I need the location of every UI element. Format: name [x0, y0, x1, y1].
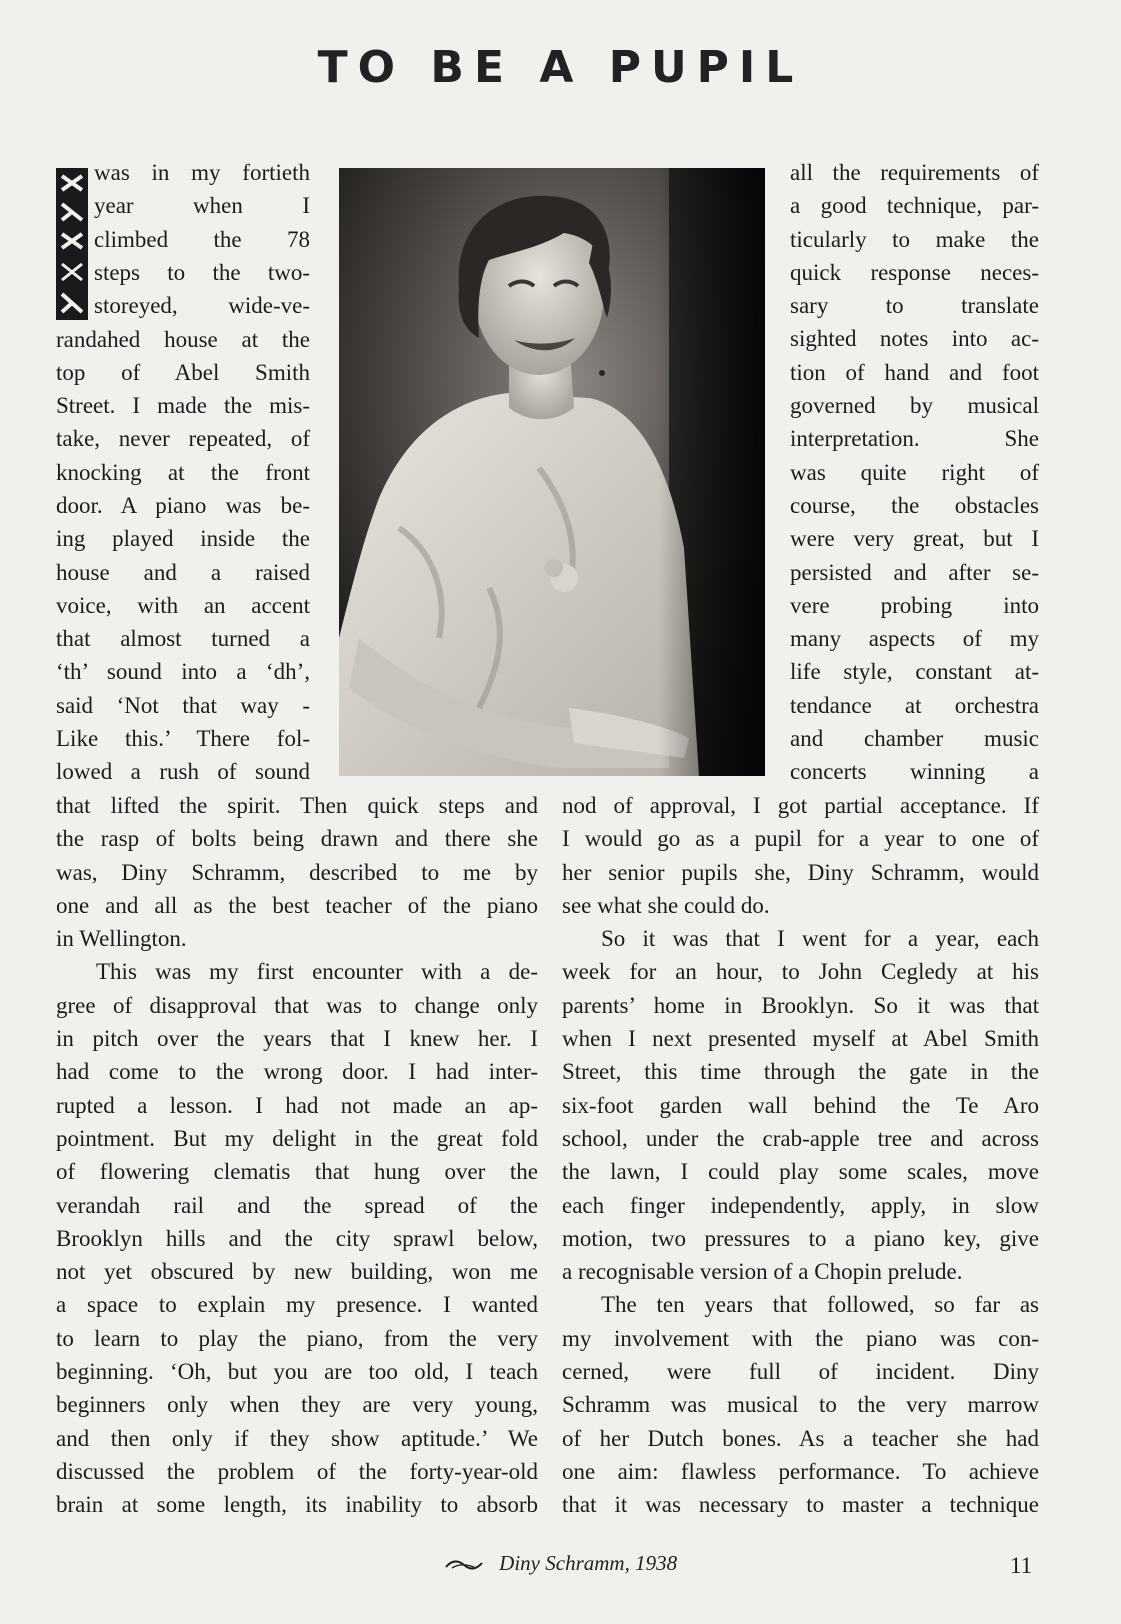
text-line: steps to the two-	[94, 259, 310, 285]
text-line: parents’ home in Brooklyn. So it was that	[562, 992, 1039, 1018]
text-line: interpretation. She	[790, 426, 1039, 452]
text-line: tendance at orchestra	[790, 692, 1039, 718]
text-line: in pitch over the years that I knew her. I	[56, 1026, 538, 1052]
text-line: The ten years that followed, so far as	[601, 1292, 1039, 1318]
page-title: TO BE A PUPIL	[317, 42, 804, 93]
text-line: nod of approval, I got partial acceptance. If	[562, 793, 1039, 818]
text-line: lowed a rush of sound	[56, 759, 310, 785]
text-line: her senior pupils she, Diny Schramm, would	[562, 859, 1039, 885]
text-line: motion, two pressures to a piano key, give	[562, 1225, 1039, 1251]
text-line: my involvement with the piano was con-	[562, 1325, 1039, 1351]
text-line: Street, this time through the gate in the	[562, 1059, 1039, 1085]
text-line: not yet obscured by new building, won me	[56, 1259, 538, 1285]
text-line: Street. I made the mis-	[56, 393, 310, 419]
text-line: of her Dutch bones. As a teacher she had	[562, 1425, 1039, 1451]
column-right-wide	[562, 789, 1039, 1522]
text-line: top of Abel Smith	[56, 359, 310, 385]
text-line: randahed house at the	[56, 326, 310, 352]
drop-cap-ornament	[56, 168, 88, 320]
text-line: house and a raised	[56, 559, 310, 585]
text-line: week for an hour, to John Cegledy at his	[562, 959, 1039, 985]
swash-ornament-icon	[444, 1551, 489, 1575]
text-line: rupted a lesson. I had not made an ap-	[56, 1092, 538, 1118]
text-line: school, under the crab-apple tree and across	[562, 1125, 1039, 1151]
caption-text: Diny Schramm, 1938	[499, 1551, 678, 1575]
text-line: brain at some length, its inability to absorb	[56, 1492, 538, 1518]
text-line: were very great, but I	[790, 526, 1039, 552]
text-line: life style, constant at-	[790, 659, 1039, 685]
text-line: was in my fortieth	[94, 160, 310, 185]
text-line: cerned, were full of incident. Diny	[562, 1359, 1039, 1385]
text-line: climbed the 78	[94, 226, 310, 252]
text-line: storeyed, wide-ve-	[94, 293, 310, 319]
text-line: said ‘Not that way -	[56, 692, 310, 718]
text-line: the lawn, I could play some scales, move	[562, 1159, 1039, 1185]
text-line: gree of disapproval that was to change only	[56, 992, 538, 1018]
text-line: when I next presented myself at Abel Smith	[562, 1026, 1039, 1052]
text-line: door. A piano was be-	[56, 492, 310, 518]
text-line: many aspects of my	[790, 626, 1039, 652]
text-line: governed by musical	[790, 393, 1039, 419]
text-line: one and all as the best teacher of the piano	[56, 892, 538, 918]
page-number: 11	[1010, 1553, 1033, 1578]
text-line: ing played inside the	[56, 526, 310, 552]
text-line: each finger independently, apply, in slow	[562, 1192, 1039, 1218]
text-line: see what she could do.	[562, 892, 770, 918]
text-line: verandah rail and the spread of the	[56, 1192, 538, 1218]
column-left-wide	[56, 789, 538, 1522]
text-line: take, never repeated, of	[56, 426, 310, 452]
text-line: persisted and after se-	[790, 559, 1039, 585]
text-line: pointment. But my delight in the great fold	[56, 1125, 538, 1151]
text-line: all the requirements of	[790, 160, 1039, 185]
text-line: vere probing into	[790, 592, 1039, 618]
text-line: that it was necessary to master a technique	[562, 1492, 1039, 1518]
text-line: beginning. ‘Oh, but you are too old, I teach	[56, 1359, 538, 1385]
text-line: tion of hand and foot	[790, 359, 1039, 385]
text-line: discussed the problem of the forty-year-old	[56, 1458, 538, 1484]
text-line: ticularly to make the	[790, 226, 1039, 252]
text-line: Schramm was musical to the very marrow	[562, 1392, 1039, 1418]
text-line: voice, with an accent	[56, 592, 310, 618]
text-line: was quite right of	[790, 459, 1039, 485]
text-line: knocking at the front	[56, 459, 310, 485]
text-line: Like this.’ There fol-	[56, 726, 310, 752]
text-line: sary to translate	[790, 293, 1039, 319]
text-line: Brooklyn hills and the city sprawl below,	[56, 1225, 538, 1251]
text-line: This was my first encounter with a de-	[96, 959, 538, 985]
text-line: year when I	[94, 193, 310, 219]
text-line: in Wellington.	[56, 926, 187, 952]
text-line: beginners only when they are very young,	[56, 1392, 538, 1418]
text-line: and chamber music	[790, 726, 1039, 752]
text-line: concerts winning a	[790, 759, 1039, 785]
text-line: that lifted the spirit. Then quick steps and	[56, 793, 538, 818]
column-right-narrow	[790, 156, 1039, 789]
text-line: So it was that I went for a year, each	[601, 926, 1039, 952]
text-line: and then only if they show aptitude.’ We	[56, 1425, 538, 1451]
portrait-photograph	[339, 168, 765, 776]
text-line: a good technique, par-	[790, 193, 1039, 219]
text-line: of flowering clematis that hung over the	[56, 1159, 538, 1185]
text-line: that almost turned a	[56, 626, 310, 652]
text-line: quick response neces-	[790, 259, 1039, 285]
text-line: to learn to play the piano, from the very	[56, 1325, 538, 1351]
text-line: ‘th’ sound into a ‘dh’,	[56, 659, 310, 685]
text-line: course, the obstacles	[790, 492, 1039, 518]
text-line: I would go as a pupil for a year to one of	[562, 826, 1039, 852]
text-line: was, Diny Schramm, described to me by	[56, 859, 538, 885]
text-line: a space to explain my presence. I wanted	[56, 1292, 538, 1318]
column-left-narrow	[94, 156, 310, 322]
photo-caption	[0, 1549, 1121, 1577]
text-line: a recognisable version of a Chopin prelude.	[562, 1259, 963, 1285]
text-line: sighted notes into ac-	[790, 326, 1039, 352]
column-left-narrow-cont	[56, 323, 310, 789]
text-line: six-foot garden wall behind the Te Aro	[562, 1092, 1039, 1118]
text-line: had come to the wrong door. I had inter-	[56, 1059, 538, 1085]
text-line: the rasp of bolts being drawn and there she	[56, 826, 538, 852]
text-line: one aim: flawless performance. To achieve	[562, 1458, 1039, 1484]
